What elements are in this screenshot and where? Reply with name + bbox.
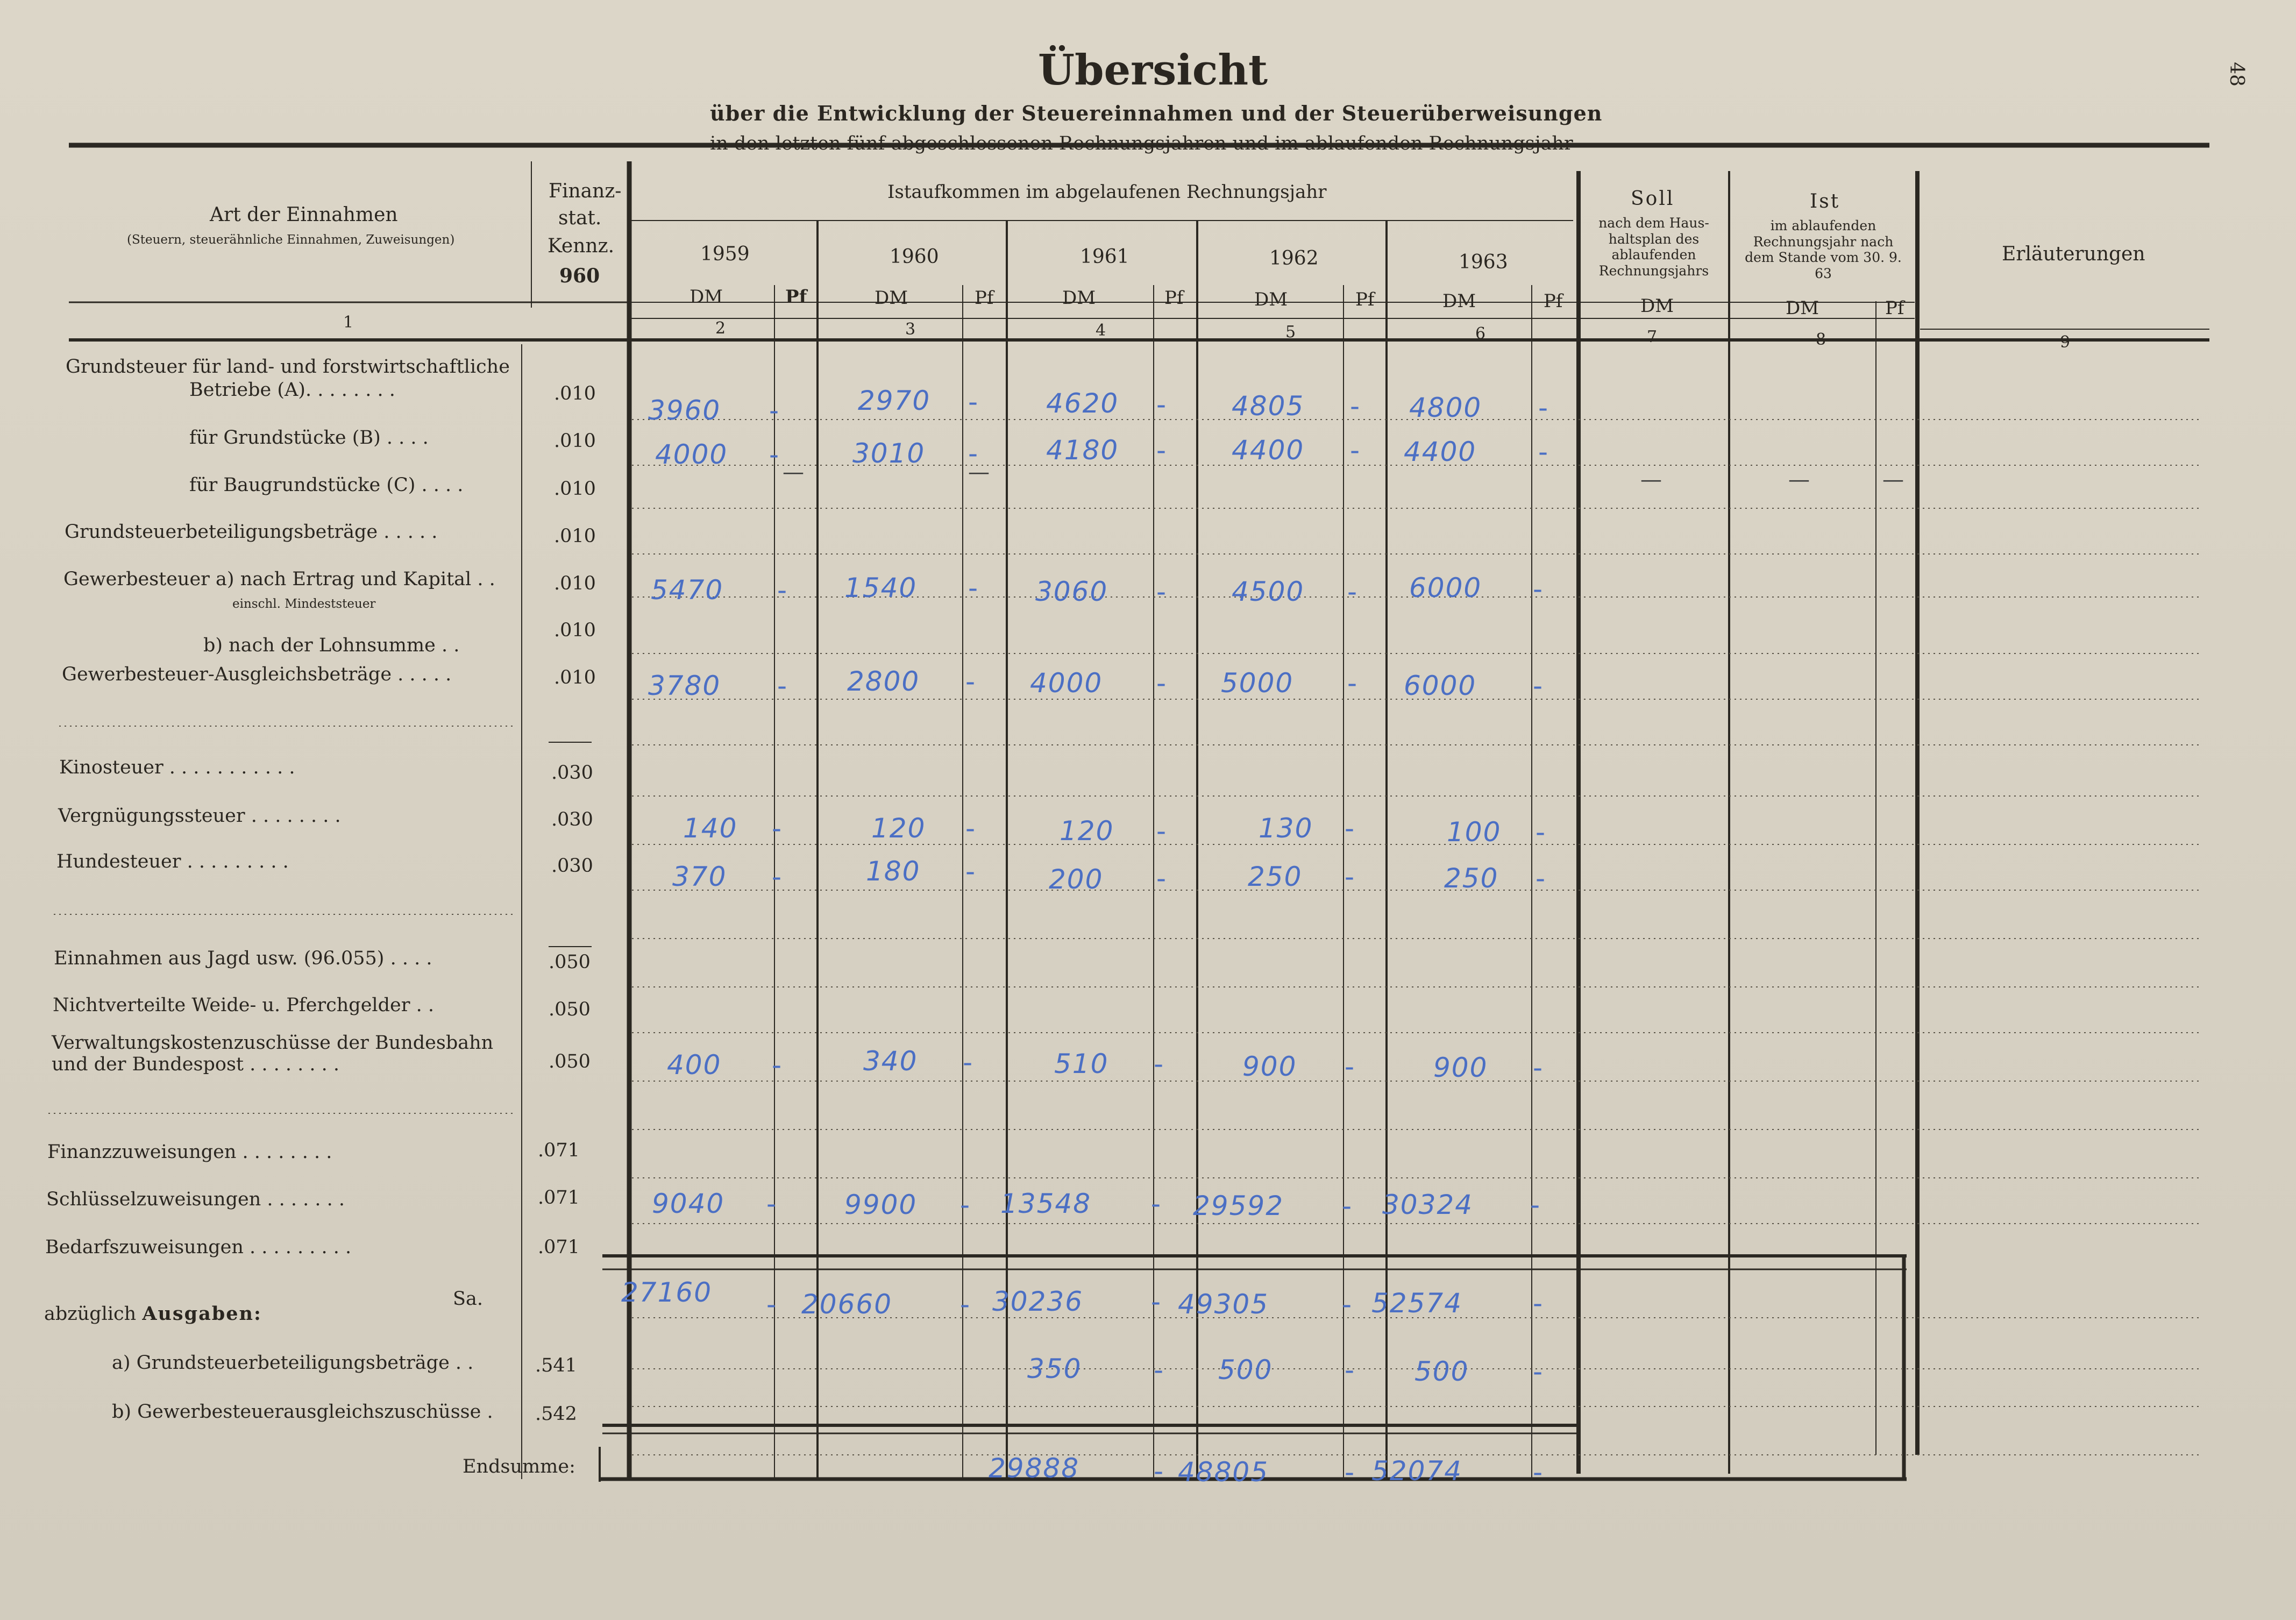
value-verwaltung-1961: 510: [1054, 1048, 1109, 1079]
pf-dash: -: [1342, 1289, 1352, 1320]
value-vergnuegung-1963: 100: [1447, 816, 1502, 848]
colnum-9: 9: [2060, 333, 2071, 352]
value-schluessel-1959: 9040: [652, 1188, 725, 1219]
colnum-5: 5: [1285, 323, 1296, 342]
header-art: Art der Einnahmen: [210, 204, 398, 226]
pf-dash: -: [1156, 667, 1167, 699]
pf-dash: -: [1347, 667, 1357, 699]
value-grundstuecke-1963: 4400: [1404, 436, 1477, 467]
row-label-gewerbesteuer-a: Gewerbesteuer a) nach Ertrag und Kapital . .: [63, 569, 495, 590]
colnum-6: 6: [1475, 324, 1486, 343]
row-label-jagd: Einnahmen aus Jagd usw. (96.055) . . . .: [54, 948, 432, 969]
row-label-hundesteuer: Hundesteuer . . . . . . . . .: [56, 851, 289, 872]
pf-dash: -: [1533, 1052, 1543, 1083]
row-label-gewerbe-ausgleich: Gewerbesteuer-Ausgleichsbeträge . . . . .: [62, 664, 452, 685]
pf-dash: -: [1345, 861, 1355, 892]
value-grundstuecke-1959: 4000: [655, 439, 728, 470]
pf-dash: -: [968, 572, 978, 603]
subtitle-2: in den letzten fünf abgeschlossenen Rechnungsjahren und im ablaufenden Rechnungsjahr: [710, 133, 1573, 154]
value-grund-beteil-1963: 500: [1414, 1356, 1469, 1387]
header-dm-soll: DM: [1640, 295, 1674, 317]
pf-dash: -: [960, 1189, 970, 1220]
pf-dash: -: [1345, 1456, 1355, 1488]
pf-dash: -: [1538, 436, 1548, 467]
row-label-abzueglich: abzüglich Ausgaben:: [44, 1303, 262, 1325]
pf-dash: -: [1154, 1455, 1164, 1487]
value-betriebe-1959: 3960: [648, 395, 721, 426]
pf-dash: -: [1345, 1051, 1355, 1082]
value-grund-beteil-1962: 500: [1218, 1354, 1273, 1385]
pf-dash: -: [960, 1289, 970, 1320]
code: .071: [538, 1187, 580, 1209]
pf-dash: -: [1533, 1356, 1543, 1387]
value-endsumme-1962: 48805: [1178, 1456, 1269, 1488]
header-year-1961: 1961: [1080, 246, 1129, 268]
header-soll-sub: nach dem Haus-haltsplan des ablaufenden Rechnungsjahrs: [1598, 215, 1709, 279]
row-label-kinosteuer: Kinosteuer . . . . . . . . . . .: [59, 757, 295, 778]
code: .071: [538, 1237, 580, 1258]
value-summe-1960: 20660: [801, 1289, 893, 1320]
value-gewerbe-ausgleich-1961: 4000: [1030, 667, 1103, 699]
value-verwaltung-1959: 400: [667, 1049, 722, 1081]
row-label-b-gewerbe: b) Gewerbesteuerausgleichszuschüsse .: [112, 1401, 493, 1423]
header-erlaeuterungen: Erläuterungen: [2002, 243, 2145, 265]
code: .010: [554, 383, 596, 404]
value-verwaltung-1960: 340: [863, 1046, 918, 1077]
row-label-finanzzuweisungen: Finanzzuweisungen . . . . . . . .: [47, 1141, 332, 1163]
pf-dash: -: [1538, 392, 1548, 423]
value-gewerbe-ausgleich-1960: 2800: [847, 666, 920, 697]
code: .010: [554, 573, 596, 594]
pf-dash: -: [1151, 1286, 1161, 1317]
code: .542: [535, 1403, 577, 1425]
value-gewerbe-ausgleich-1959: 3780: [648, 670, 721, 701]
code: .010: [554, 525, 596, 547]
value-gewerbe-ertrag-1962: 4500: [1232, 576, 1305, 607]
value-schluessel-1962: 29592: [1193, 1190, 1284, 1221]
page-number: 48: [2225, 62, 2248, 87]
header-year-1963: 1963: [1459, 251, 1508, 273]
value-gewerbe-ertrag-1961: 3060: [1035, 576, 1108, 607]
pf-dash: -: [772, 813, 782, 844]
code: .050: [549, 999, 591, 1020]
code: .030: [551, 762, 593, 784]
colnum-3: 3: [905, 320, 916, 339]
value-grund-beteil-1961: 350: [1027, 1353, 1082, 1384]
pf-dash: -: [963, 1047, 973, 1078]
header-finanz-2: stat.: [558, 207, 602, 229]
pf-dash: -: [1156, 815, 1167, 847]
pf-dash: -: [968, 386, 978, 417]
code: .010: [554, 478, 596, 500]
header-finanz-1: Finanz-: [549, 180, 622, 202]
value-schluessel-1961: 13548: [1000, 1188, 1092, 1219]
header-ist: Ist: [1810, 190, 1840, 212]
row-label-grundsteuerbeteiligung: Grundsteuerbeteiligungsbeträge . . . . .: [65, 521, 438, 543]
value-betriebe-1960: 2970: [858, 385, 931, 416]
value-gewerbe-ertrag-1963: 6000: [1409, 572, 1482, 603]
pf-dash: -: [1151, 1188, 1161, 1219]
pf-dash: -: [1530, 1189, 1540, 1220]
pf-dash: -: [1536, 863, 1546, 894]
code: .050: [549, 951, 591, 973]
value-vergnuegung-1960: 120: [871, 813, 926, 844]
value-hunde-1959: 370: [672, 861, 727, 892]
pf-dash: -: [965, 856, 976, 887]
pf-dash: -: [772, 1049, 782, 1081]
row-label-a-grund: a) Grundsteuerbeteiligungsbeträge . .: [112, 1352, 474, 1374]
value-verwaltung-1962: 900: [1242, 1051, 1297, 1082]
pf-dash: -: [1156, 863, 1167, 894]
row-label-sa: Sa.: [453, 1288, 483, 1310]
pf-mark: —: [783, 460, 804, 485]
colnum-7: 7: [1647, 328, 1658, 346]
value-gewerbe-ertrag-1960: 1540: [844, 572, 918, 603]
header-dm-ist: DM: [1786, 297, 1819, 319]
pf-dash: -: [766, 1188, 777, 1219]
value-summe-1963: 52574: [1371, 1288, 1463, 1319]
value-schluessel-1963: 30324: [1382, 1189, 1474, 1220]
value-betriebe-1962: 4805: [1232, 390, 1305, 422]
value-endsumme-1961: 29888: [989, 1453, 1080, 1484]
pf-dash: -: [965, 813, 976, 844]
colnum-1: 1: [343, 313, 354, 332]
value-grundstuecke-1960: 3010: [852, 438, 926, 469]
ist-dash: —: [1788, 467, 1810, 492]
row-label-verwaltung-2: und der Bundespost . . . . . . . .: [52, 1054, 339, 1075]
value-gewerbe-ausgleich-1963: 6000: [1404, 670, 1477, 701]
pf-dash: -: [777, 574, 787, 606]
code: .010: [554, 430, 596, 452]
header-art-sub: (Steuern, steuerähnliche Einnahmen, Zuweisungen): [127, 233, 455, 247]
row-label-baugrundstuecke: für Baugrundstücke (C) . . . .: [189, 474, 464, 496]
header-finanz-3: Kennz.: [548, 235, 615, 257]
row-label-endsumme: Endsumme:: [463, 1456, 575, 1477]
header-pf-1959: Pf: [785, 286, 807, 308]
header-year-1960: 1960: [890, 246, 939, 268]
row-label-betriebe: Betriebe (A). . . . . . . .: [189, 379, 395, 401]
pf-dash: -: [1350, 390, 1360, 422]
row-label-grundstuecke: für Grundstücke (B) . . . .: [189, 427, 429, 449]
value-endsumme-1963: 52074: [1371, 1455, 1463, 1487]
code: .071: [538, 1140, 580, 1161]
colnum-8: 8: [1816, 330, 1826, 349]
code: .030: [551, 855, 593, 877]
subtitle-1: über die Entwicklung der Steuereinnahmen und der Steuerüberweisungen: [710, 101, 1603, 125]
colnum-2: 2: [715, 319, 726, 338]
row-label-bedarf: Bedarfszuweisungen . . . . . . . . .: [45, 1237, 352, 1258]
value-grundstuecke-1961: 4180: [1046, 435, 1119, 466]
pf-dash: -: [1533, 670, 1543, 701]
row-label-vergnuegung: Vergnügungssteuer . . . . . . . .: [58, 805, 341, 827]
pf-dash: -: [1345, 813, 1355, 844]
row-label-weide: Nichtverteilte Weide- u. Pferchgelder . .: [53, 994, 434, 1016]
pf-dash: -: [766, 1289, 777, 1320]
pf-dash: -: [1533, 1288, 1543, 1319]
pf-dash: -: [1536, 816, 1546, 848]
pf-dash: -: [769, 395, 779, 426]
header-finanz-4: 960: [559, 265, 600, 287]
value-schluessel-1960: 9900: [844, 1189, 918, 1220]
code: .030: [551, 809, 593, 830]
pf-dash: -: [1347, 576, 1357, 607]
code: .010: [554, 620, 596, 641]
value-hunde-1960: 180: [866, 856, 921, 887]
header-year-1962: 1962: [1269, 247, 1319, 269]
header-dm-1962: DM: [1254, 289, 1288, 310]
value-verwaltung-1963: 900: [1433, 1052, 1488, 1083]
header-dm-1960: DM: [875, 287, 908, 309]
value-summe-1959: 27160: [621, 1277, 713, 1308]
row-label-gewerbesteuer-b: b) nach der Lohnsumme . .: [203, 635, 460, 656]
value-grundstuecke-1962: 4400: [1232, 435, 1305, 466]
pf-dash: -: [1342, 1190, 1352, 1221]
header-pf-ist: Pf: [1885, 297, 1904, 319]
colnum-4: 4: [1096, 321, 1106, 340]
pf-mark: —: [968, 460, 990, 485]
value-gewerbe-ertrag-1959: 5470: [651, 574, 724, 606]
value-summe-1962: 49305: [1178, 1289, 1269, 1320]
code: .541: [535, 1355, 577, 1376]
header-pf-1961: Pf: [1164, 287, 1184, 309]
pf-dash: -: [772, 861, 782, 892]
pf-dash: -: [1156, 435, 1167, 466]
pf-dash: -: [1533, 1456, 1543, 1488]
row-label-mindeststeuer: einschl. Mindeststeuer: [232, 597, 376, 611]
value-gewerbe-ausgleich-1962: 5000: [1221, 667, 1294, 699]
row-label-schluessel: Schlüsselzuweisungen . . . . . . .: [46, 1189, 345, 1210]
pf-dash: -: [769, 439, 779, 470]
pf-dash: -: [777, 670, 787, 701]
header-pf-1963: Pf: [1544, 290, 1563, 312]
pf-dash: -: [968, 438, 978, 469]
pf-dash: -: [1154, 1048, 1164, 1079]
header-pf-1962: Pf: [1355, 289, 1375, 310]
value-betriebe-1961: 4620: [1046, 388, 1119, 419]
header-ist-sub: im ablaufenden Rechnungsjahr nach dem Stande vom 30. 9. 63: [1745, 218, 1902, 281]
value-vergnuegung-1962: 130: [1259, 813, 1313, 844]
pf-dash: -: [1156, 576, 1167, 607]
pf-dash: -: [1345, 1354, 1355, 1385]
code: .010: [554, 667, 596, 688]
value-vergnuegung-1961: 120: [1060, 815, 1114, 847]
value-hunde-1962: 250: [1248, 861, 1303, 892]
header-istaufkommen: Istaufkommen im abgelaufenen Rechnungsjahr: [887, 181, 1327, 203]
value-hunde-1963: 250: [1444, 863, 1499, 894]
header-soll: Soll: [1631, 188, 1675, 210]
soll-dash: —: [1640, 467, 1662, 492]
value-vergnuegung-1959: 140: [683, 813, 738, 844]
value-hunde-1961: 200: [1049, 864, 1104, 895]
pf-dash: -: [1154, 1354, 1164, 1385]
header-pf-1960: Pf: [975, 287, 994, 309]
pf-dash: -: [965, 666, 976, 697]
pf-dash: -: [1350, 435, 1360, 466]
ist-pf-dash: —: [1882, 467, 1904, 492]
row-label-verwaltung-1: Verwaltungskostenzuschüsse der Bundesbahn: [52, 1032, 494, 1054]
row-label-grundsteuer: Grundsteuer für land- und forstwirtschaftliche: [66, 356, 510, 378]
value-betriebe-1963: 4800: [1409, 392, 1482, 423]
page-title: Übersicht: [1038, 46, 1268, 95]
pf-dash: -: [1156, 389, 1167, 420]
header-dm-1959: DM: [689, 286, 723, 308]
header-year-1959: 1959: [700, 243, 750, 265]
value-summe-1961: 30236: [992, 1286, 1084, 1317]
code: .050: [549, 1051, 591, 1072]
pf-dash: -: [1533, 573, 1543, 605]
header-dm-1961: DM: [1062, 287, 1096, 309]
header-dm-1963: DM: [1442, 290, 1476, 312]
